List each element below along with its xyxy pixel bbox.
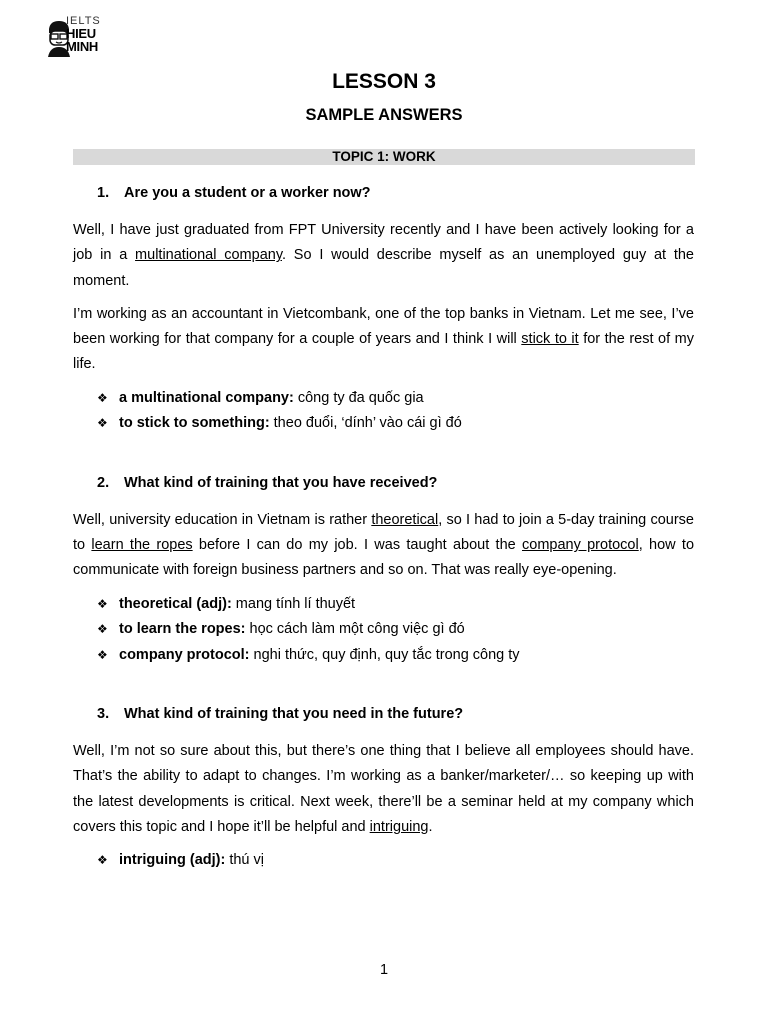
underlined-phrase: stick to it [521, 331, 579, 348]
vocab-term: company protocol: [119, 646, 250, 663]
answer-text: . [428, 819, 433, 836]
underlined-phrase: theoretical [371, 511, 439, 528]
logo-ielts-text: IELTS [66, 15, 101, 27]
underlined-phrase: intriguing [369, 819, 429, 836]
page-number: 1 [379, 962, 389, 978]
question-heading [97, 473, 694, 493]
question-heading [97, 183, 694, 203]
answer-text: Well, I’m not so sure about this, but there’s one thing that I believe all employees should have. That’s the ability to adapt to changes. I’m working as a banker/marketer/… so keeping up with the latest developments is critical. Next week, there’ll be a seminar held at my company which covers this topic and I hope it’ll be helpful and [73, 743, 694, 836]
underlined-phrase: company protocol [522, 537, 639, 554]
question-heading [97, 704, 694, 724]
answer-text: before I can do my job. I was taught about the [192, 537, 522, 554]
ielts-hieu-minh-logo [46, 16, 116, 58]
answer-text: , how to communicate with foreign business partners and so on. That was really eye-opening. [73, 537, 695, 579]
vocab-item [97, 848, 694, 874]
vocab-meaning: theo đuổi, ‘dính’ vào cái gì đó [273, 415, 462, 432]
question-number: 1. [97, 185, 110, 201]
vocab-term: a multinational company: [119, 389, 294, 406]
answer-text: , so I had to join a 5-day training course to [73, 511, 694, 554]
diamond-bullet-icon: ❖ [97, 647, 108, 662]
vocab-item [97, 617, 694, 643]
vocabulary-list [97, 592, 694, 669]
answer-paragraph [73, 508, 694, 584]
document-body [73, 183, 694, 874]
vocab-term: to learn the ropes: [119, 621, 246, 638]
vocab-meaning: công ty đa quốc gia [297, 389, 424, 406]
lesson-title: LESSON 3 [332, 70, 436, 93]
question-text: Are you a student or a worker now? [124, 185, 371, 201]
topic-heading: TOPIC 1: WORK [73, 149, 695, 165]
vocab-meaning: mang tính lí thuyết [235, 595, 356, 612]
subtitle: SAMPLE ANSWERS [305, 106, 463, 124]
vocab-item [97, 411, 694, 437]
answer-text: I’m working as an accountant in Vietcombank, one of the top banks in Vietnam. Let me see, I’ve been working for that company for a couple of years and I think I will [73, 305, 694, 348]
vocab-meaning: học cách làm một công việc gì đó [249, 621, 465, 638]
underlined-phrase: multinational company [135, 247, 282, 264]
vocab-item [97, 592, 694, 618]
answer-paragraph [73, 739, 694, 840]
vocab-term: intriguing (adj): [119, 852, 226, 869]
vocab-item [97, 386, 694, 412]
logo-minh-text: MINH [66, 39, 99, 54]
question-text: What kind of training that you have received? [124, 474, 438, 491]
diamond-bullet-icon: ❖ [97, 416, 108, 431]
vocab-meaning: thú vị [229, 852, 264, 869]
answer-text: for the rest of my life. [73, 331, 694, 373]
answer-text: Well, university education in Vietnam is rather [73, 511, 372, 528]
vocab-item [97, 643, 694, 669]
vocabulary-list [97, 848, 694, 874]
diamond-bullet-icon: ❖ [97, 390, 108, 405]
answer-paragraph [73, 218, 694, 294]
answer-text: Well, I have just graduated from FPT University recently and I have been actively looking for a job in a [73, 222, 694, 264]
question-number: 2. [97, 474, 110, 491]
question-number: 3. [97, 706, 110, 723]
diamond-bullet-icon: ❖ [97, 853, 108, 868]
answer-paragraph [73, 302, 694, 378]
underlined-phrase: learn the ropes [91, 537, 193, 554]
vocab-term: to stick to something: [119, 415, 270, 432]
question-text: What kind of training that you need in the future? [124, 706, 464, 723]
diamond-bullet-icon: ❖ [97, 596, 108, 611]
diamond-bullet-icon: ❖ [97, 622, 108, 637]
vocabulary-list [97, 386, 694, 437]
logo-hieu-text: HIEU [66, 26, 96, 41]
answer-text: . So I would describe myself as an unemployed guy at the moment. [73, 247, 695, 289]
vocab-meaning: nghi thức, quy định, quy tắc trong công ty [253, 646, 520, 663]
vocab-term: theoretical (adj): [119, 595, 232, 612]
